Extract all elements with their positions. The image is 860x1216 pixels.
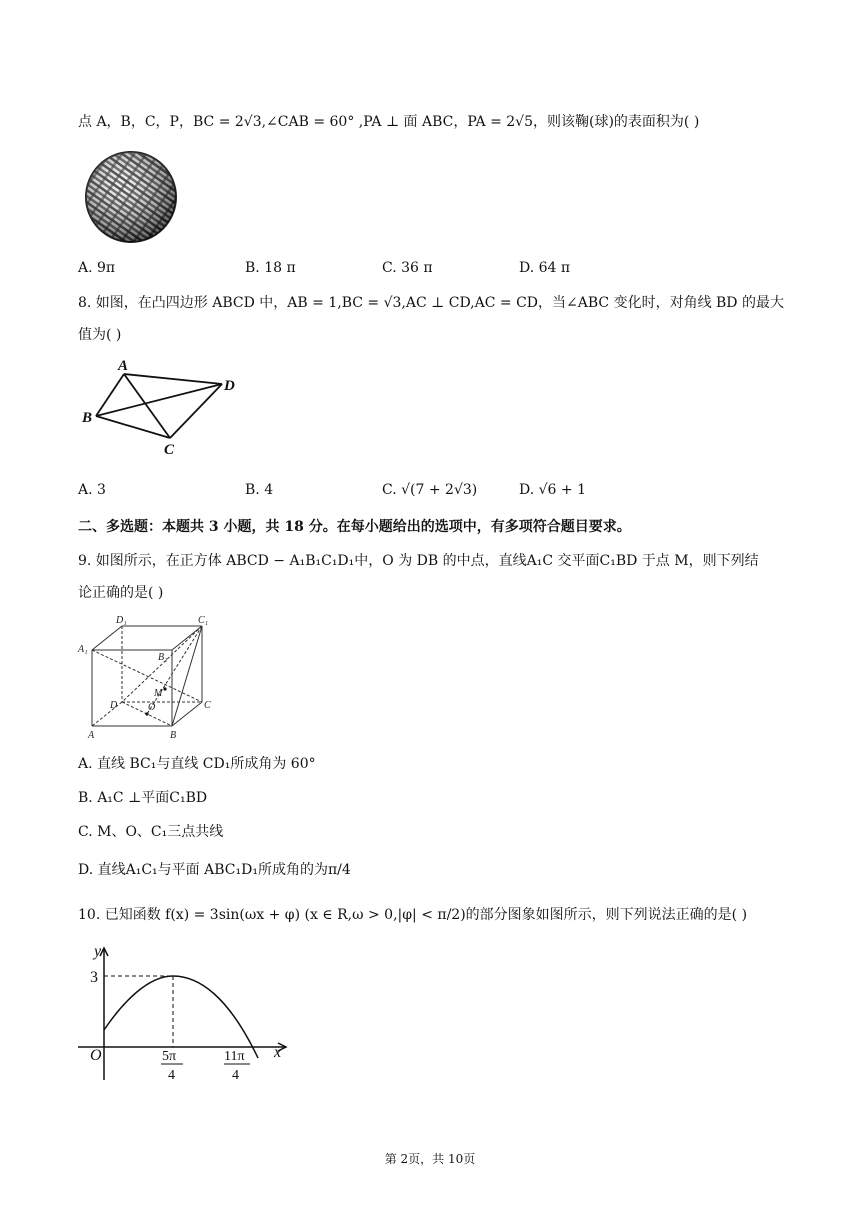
q10-stem: 10. 已知函数 f(x) = 3sin(ωx + φ) (x ∈ R,ω > 0,|φ| < π/2)的部分图象如图所示，则下列说法正确的是( ): [78, 907, 748, 923]
q8-stem-line1: 8. 如图，在凸四边形 ABCD 中，AB = 1,BC = √3,AC ⊥ CD,AC = CD，当∠ABC 变化时，对角线 BD 的最大: [78, 295, 784, 311]
graph-x-label: x: [274, 1044, 282, 1061]
fig9-label-a: A: [88, 730, 95, 741]
fig8-label-a: A: [118, 358, 129, 374]
fig8-label-b: B: [82, 410, 93, 426]
graph-x-tick2-num: 11π: [224, 1049, 245, 1064]
sine-graph: [78, 940, 298, 1085]
q7-stem: 点 A，B，C，P，BC = 2√3,∠CAB = 60° ,PA ⊥ 面 ABC，PA = 2√5，则该鞠(球)的表面积为( ): [78, 114, 700, 130]
fig9-label-c: C: [204, 700, 211, 711]
q8-stem-line2: 值为( ): [78, 327, 122, 343]
fig9-label-a1: A₁: [78, 644, 88, 655]
q9-stem-line1: 9. 如图所示，在正方体 ABCD − A₁B₁C₁D₁中，O 为 DB 的中点，直线A₁C 交平面C₁BD 于点 M，则下列结: [78, 553, 759, 569]
fig9-label-b1: B₁: [158, 652, 168, 663]
q9-option-b: B. A₁C ⊥平面C₁BD: [78, 790, 208, 806]
woven-ball-image: [84, 150, 178, 244]
page-footer: 第 2页，共 10页: [384, 1152, 476, 1166]
q7-option-d: D. 64 π: [519, 260, 571, 276]
fig8-label-c: C: [164, 442, 175, 458]
graph-origin-label: O: [90, 1047, 102, 1064]
q9-stem-line2: 论正确的是( ): [78, 585, 164, 601]
fig9-label-d1: D₁: [116, 615, 127, 626]
q9-option-c: C. M、O、C₁三点共线: [78, 824, 224, 840]
q9-option-a: A. 直线 BC₁与直线 CD₁所成角为 60°: [78, 756, 316, 772]
fig8-label-d: D: [224, 378, 235, 394]
q9-option-d: D. 直线A₁C₁与平面 ABC₁D₁所成角的为π/4: [78, 862, 351, 878]
fig9-label-c1: C₁: [198, 615, 209, 626]
graph-y-tick: 3: [90, 969, 98, 986]
q7-option-c: C. 36 π: [382, 260, 433, 276]
fig9-label-m: M: [154, 688, 163, 699]
quadrilateral-figure: [78, 358, 248, 458]
graph-x-tick1-den: 4: [168, 1068, 175, 1083]
graph-x-tick2-den: 4: [232, 1068, 239, 1083]
q8-option-a: A. 3: [78, 482, 106, 498]
section-heading: 二、多选题：本题共 3 小题，共 18 分。在每小题给出的选项中，有多项符合题目要求。: [78, 519, 631, 535]
cube-figure: [78, 612, 218, 742]
fig9-label-o: O: [148, 702, 156, 713]
fig9-label-b: B: [170, 730, 177, 741]
q7-option-b: B. 18 π: [245, 260, 296, 276]
q8-option-c: C. √(7 + 2√3): [382, 482, 478, 498]
q7-option-a: A. 9π: [78, 260, 116, 276]
fig9-label-d: D: [110, 700, 118, 711]
graph-x-tick1-num: 5π: [162, 1049, 177, 1064]
q8-option-b: B. 4: [245, 482, 274, 498]
q8-option-d: D. √6 + 1: [519, 482, 586, 498]
graph-y-label: y: [94, 943, 102, 960]
